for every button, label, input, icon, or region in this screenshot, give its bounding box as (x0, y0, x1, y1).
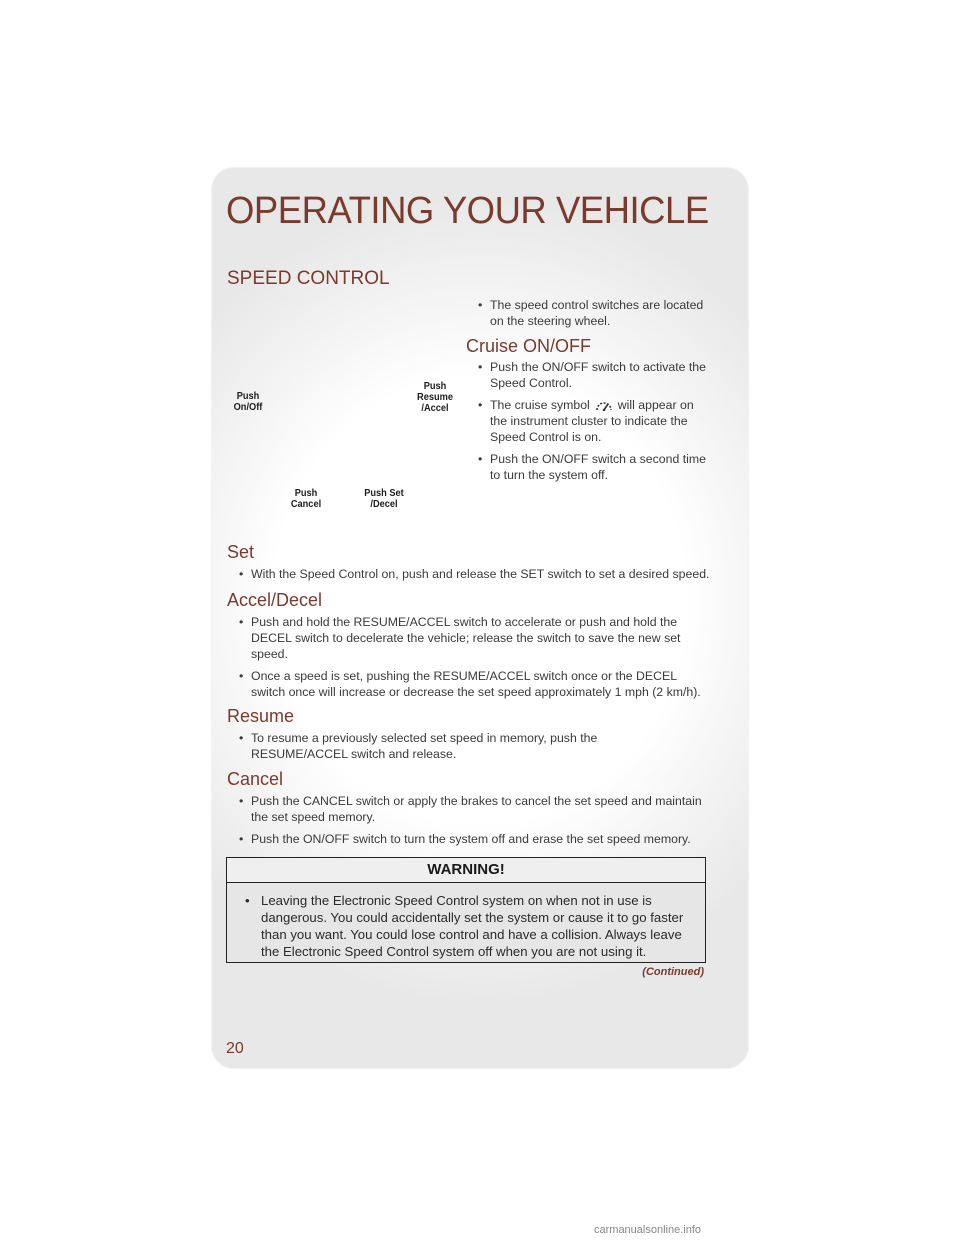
resume-list (227, 730, 697, 768)
resume-heading: Resume (227, 706, 295, 726)
cruise-symbol-icon (593, 399, 615, 411)
cancel-bullet-1: • Push the CANCEL switch or apply the brakes to cancel the set speed and maintain the set speed memory. (227, 793, 709, 825)
cruise-bullet-2-before: The cruise symbol (490, 398, 590, 412)
chapter-title: OPERATING YOUR VEHICLE (226, 190, 709, 232)
callout-on-off: Push On/Off (233, 390, 263, 413)
accel-decel-bullet-1: • Push and hold the RESUME/ACCEL switch to accelerate or push and hold the DECEL switch to decelerate the vehicle; release the switch to save the new set speed. (227, 614, 709, 662)
cruise-bullet-2 (466, 397, 710, 445)
cancel-bullet-2: • Push the ON/OFF switch to turn the system off and erase the set speed memory. (227, 831, 709, 847)
set-list (227, 566, 717, 588)
watermark: carmanualsonline.info (594, 1224, 702, 1236)
intro-list (466, 297, 710, 335)
warning-heading: WARNING! (227, 858, 705, 883)
accel-decel-list (227, 614, 709, 706)
cancel-list (227, 793, 709, 853)
page-number: 20 (226, 1040, 244, 1057)
callout-resume-accel: Push Resume /Accel (417, 380, 453, 414)
cruise-heading: Cruise ON/OFF (466, 336, 592, 356)
accel-decel-heading: Accel/Decel (227, 590, 323, 610)
intro-bullet: • The speed control switches are located on the steering wheel. (466, 297, 710, 329)
cruise-list (466, 359, 710, 489)
callout-cancel: Push Cancel (290, 487, 322, 510)
resume-bullet: • To resume a previously selected set speed in memory, push the RESUME/ACCEL switch and release. (227, 730, 697, 762)
continued-label: (Continued) (642, 966, 704, 978)
warning-text: • Leaving the Electronic Speed Control system on when not in use is dangerous. You could accidentally set the system or cause it to go faster than you want. You could lose control and have a collision. Always leave the Electronic Speed Control system off when you are not using it. (227, 883, 705, 960)
section-title: SPEED CONTROL (227, 268, 390, 289)
callout-set-decel: Push Set /Decel (364, 487, 404, 510)
accel-decel-bullet-2: • Once a speed is set, pushing the RESUME/ACCEL switch once or the DECEL switch once will increase or decrease the set speed approximately 1 mph (2 km/h). (227, 668, 709, 700)
set-heading: Set (227, 542, 255, 562)
cruise-bullet-1: • Push the ON/OFF switch to activate the Speed Control. (466, 359, 710, 391)
cruise-bullet-3: • Push the ON/OFF switch a second time to turn the system off. (466, 451, 710, 483)
cancel-heading: Cancel (227, 769, 284, 789)
set-bullet: • With the Speed Control on, push and release the SET switch to set a desired speed. (227, 566, 717, 582)
warning-box (226, 857, 706, 963)
cruise-bullet-2-after: will appear on the instrument cluster to indicate the Speed Control is on. (490, 398, 694, 444)
